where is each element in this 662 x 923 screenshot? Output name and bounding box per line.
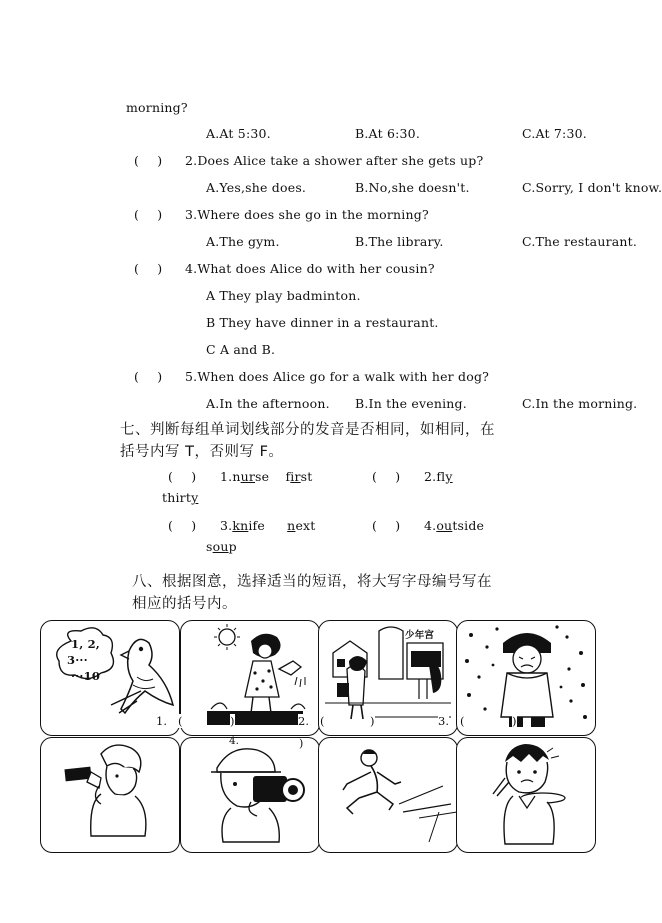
picture-box-4-cold-boy [456,620,596,736]
q5-question: 5.When does Alice go for a walk with her dog? [185,369,490,384]
q3-option-c: C.The restaurant. [522,234,638,249]
s7-item4-word2: soup [206,539,237,554]
camera-boy-illustration [181,738,319,852]
picture-box-8-eating-boy [456,737,596,853]
s7-item2-paren[interactable]: ( ) [372,469,401,484]
q2-option-b: B.No,she doesn't. [355,180,470,195]
s7-item3-words: 3.knife next [220,518,316,533]
answer-label-4-close-paren[interactable]: ) [299,737,304,750]
q5-option-b: B.In the evening. [355,396,467,411]
section7-title-line1: 七、判断每组单词划线部分的发音是否相同，如相同，在 [120,422,495,438]
cold-boy-illustration [457,621,595,735]
q4-option-b: B They have dinner in a restaurant. [206,315,439,330]
q1-option-c: C.At 7:30. [522,126,587,141]
q3-answer-paren[interactable]: ( ) [134,207,163,222]
q2-option-c: C.Sorry, I don't know. [522,180,662,195]
s7-item1-paren[interactable]: ( ) [168,469,197,484]
q3-option-a: A.The gym. [206,234,280,249]
answer-label-1-open-paren[interactable]: ( [178,714,183,728]
q4-question: 4.What does Alice do with her cousin? [185,261,435,276]
answer-label-2-open-paren[interactable]: ( [320,714,325,728]
section8-title-line2: 相应的括号内。 [132,596,237,612]
s7-item4-paren[interactable]: ( ) [372,518,401,533]
bird-count-line3: ···10 [71,669,101,683]
s7-item2-word2: thirty [162,490,199,505]
q3-option-b: B.The library. [355,234,444,249]
q1-option-a: A.At 5:30. [206,126,271,141]
answer-label-2-close-paren[interactable]: ) [370,714,375,728]
s7-item4-word1: 4.outside [424,518,485,533]
picture-box-5-drinking-boy [40,737,180,853]
answer-label-3-number: 3. [438,714,449,728]
s7-item3-paren[interactable]: ( ) [168,518,197,533]
section8-title-line1: 八、根据图意，选择适当的短语，将大写字母编号写在 [132,574,492,590]
answer-label-3-open-paren[interactable]: ( [460,714,465,728]
picture-box-6-photo-boy [180,737,320,853]
q2-question: 2.Does Alice take a shower after she gets up? [185,153,484,168]
answer-label-2-number: 2. [298,714,309,728]
section7-title-line2: 括号内写 T，否则写 F。 [120,444,284,460]
q4-option-c: C A and B. [206,342,276,357]
q4-option-a: A They play badminton. [206,288,361,303]
long-jump-illustration [319,738,457,852]
s7-item1-words: 1.nurse first [220,469,313,484]
answer-label-1-number: 1. [156,714,167,728]
answer-label-3-close-paren[interactable]: ) [512,714,517,728]
picture-box-3-childrens-palace [318,620,458,736]
q1-tail: morning? [126,100,188,115]
eating-boy-illustration [457,738,595,852]
q2-answer-paren[interactable]: ( ) [134,153,163,168]
q5-option-c: C.In the morning. [522,396,638,411]
answer-label-1-close-paren[interactable]: ) [230,714,235,728]
q5-option-a: A.In the afternoon. [206,396,330,411]
palace-illustration [319,621,457,735]
bird-count-line1: 1, 2, [71,637,101,651]
q2-option-a: A.Yes,she does. [206,180,307,195]
drinking-boy-illustration [41,738,179,852]
q5-answer-paren[interactable]: ( ) [134,369,163,384]
q4-answer-paren[interactable]: ( ) [134,261,163,276]
q3-question: 3.Where does she go in the morning? [185,207,429,222]
q1-option-b: B.At 6:30. [355,126,421,141]
s7-item2-word1: 2.fly [424,469,453,484]
bird-count-line2: 3··· [67,653,88,667]
childrens-palace-sign: 少年宫 [405,630,435,641]
answer-label-4-number: 4. [229,735,240,747]
picture-box-7-long-jump [318,737,458,853]
